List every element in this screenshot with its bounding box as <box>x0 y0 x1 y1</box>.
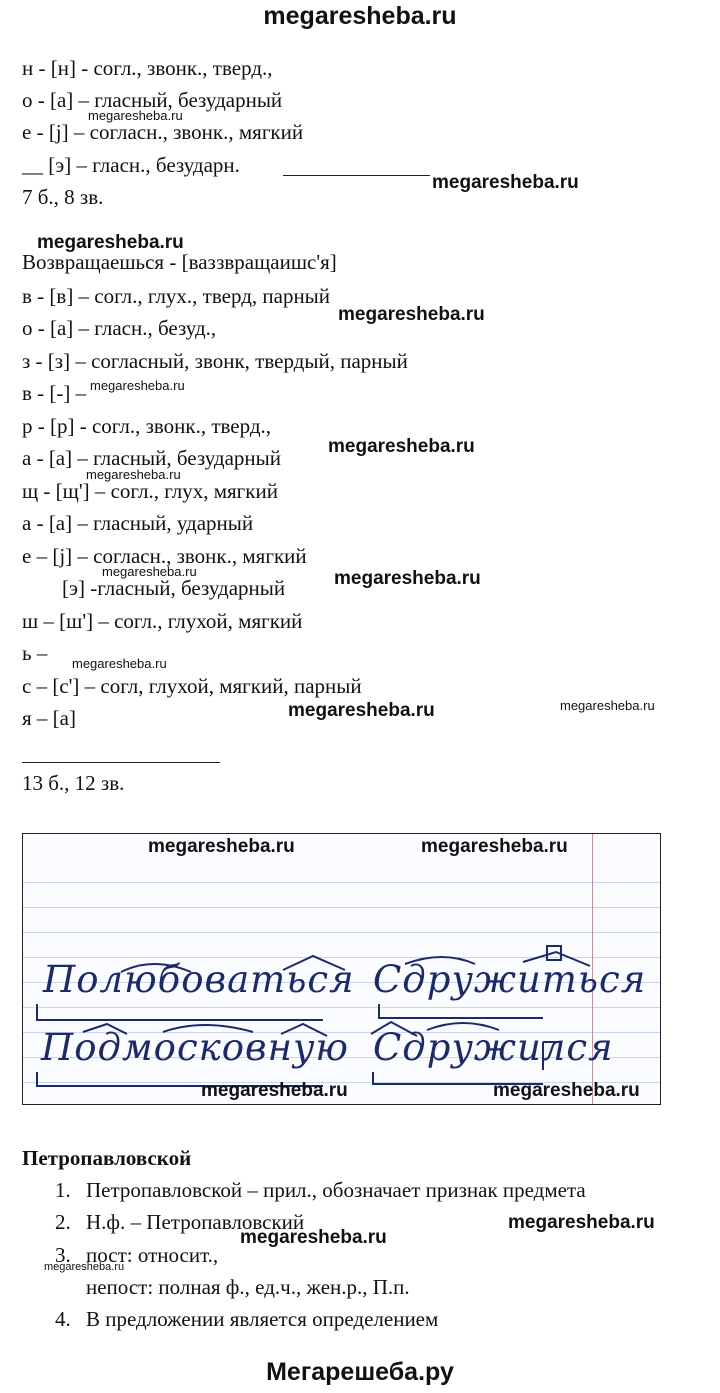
watermark-label: megaresheba.ru <box>334 568 481 589</box>
handwritten-word: Сдружился <box>373 1026 614 1069</box>
list-item-continuation: непост: полная ф., ед.ч., жен.р., П.п. <box>86 1275 410 1299</box>
list-item: пост: относит., <box>86 1243 219 1267</box>
watermark-label: megaresheba.ru <box>102 564 197 579</box>
handwritten-word: Сдружиться <box>373 958 647 1001</box>
text-line: с – [с'] – согл, глухой, мягкий, парный <box>22 674 362 698</box>
text-line: з - [з] – согласный, звонк, твердый, парный <box>22 349 408 373</box>
text-line: [э] -гласный, безударный <box>62 576 286 600</box>
watermark-label: megaresheba.ru <box>88 108 183 123</box>
text-line: о - [а] – гласн., безуд., <box>22 316 217 340</box>
list-number: 1. <box>55 1178 71 1202</box>
watermark-label: megaresheba.ru <box>493 1080 640 1101</box>
list-item: Н.ф. – Петропавловский <box>86 1210 305 1234</box>
watermark-label: megaresheba.ru <box>201 1080 348 1101</box>
text-line: __ [э] – гласн., безударн. <box>22 153 240 177</box>
text-line: а - [а] – гласный, ударный <box>22 511 254 535</box>
site-header: megaresheba.ru <box>263 2 457 30</box>
list-number: 2. <box>55 1210 71 1234</box>
text-line: о - [а] – гласный, безударный <box>22 88 283 112</box>
handwritten-word: Подмосковную <box>41 1026 349 1069</box>
text-line: щ - [щ'] – согл., глух, мягкий <box>22 479 278 503</box>
word-transcription: Возвращаешься - [ваззвращаишс'я] <box>22 250 337 274</box>
watermark-label: megaresheba.ru <box>37 232 184 253</box>
text-line: в - [в] – согл., глух., тверд, парный <box>22 284 331 308</box>
handwritten-word: Полюбоваться <box>43 958 355 1001</box>
list-item: Петропавловской – прил., обозначает признак предмета <box>86 1178 586 1202</box>
watermark-label: megaresheba.ru <box>86 467 181 482</box>
text-line: е – [j] – согласн., звонк., мягкий <box>22 544 307 568</box>
separator-rule <box>22 762 220 763</box>
watermark-label: megaresheba.ru <box>72 656 167 671</box>
watermark-label: megaresheba.ru <box>508 1212 655 1233</box>
watermark-label: megaresheba.ru <box>90 378 185 393</box>
watermark-label: megaresheba.ru <box>338 304 485 325</box>
list-number: 3. <box>55 1243 71 1267</box>
section-title: Петропавловской <box>22 1146 192 1170</box>
text-line: ь – <box>22 641 48 665</box>
watermark-label: megaresheba.ru <box>288 700 435 721</box>
underline-rule <box>283 175 430 176</box>
watermark-label: megaresheba.ru <box>328 436 475 457</box>
text-line: я – [а] <box>22 706 76 730</box>
watermark-label: megaresheba.ru <box>421 836 568 857</box>
text-line: 7 б., 8 зв. <box>22 185 104 209</box>
text-line: е - [j] – согласн., звонк., мягкий <box>22 120 304 144</box>
text-line: в - [-] – <box>22 381 87 405</box>
text-line: а - [а] – гласный, безударный <box>22 446 281 470</box>
text-line: ш – [ш'] – согл., глухой, мягкий <box>22 609 303 633</box>
watermark-label: megaresheba.ru <box>148 836 295 857</box>
watermark-label: megaresheba.ru <box>240 1227 387 1248</box>
notebook-image <box>22 833 661 1105</box>
summary-line: 13 б., 12 зв. <box>22 771 125 795</box>
watermark-label: megaresheba.ru <box>432 172 579 193</box>
watermark-label: megaresheba.ru <box>44 1261 125 1273</box>
text-line: р - [р] - согл., звонк., тверд., <box>22 414 272 438</box>
watermark-label: megaresheba.ru <box>560 698 655 713</box>
list-item: В предложении является определением <box>86 1307 439 1331</box>
site-footer: Мегарешеба.ру <box>266 1358 454 1386</box>
list-number: 4. <box>55 1307 71 1331</box>
text-line: н - [н] - согл., звонк., тверд., <box>22 56 273 80</box>
morpheme-marks <box>23 834 660 1104</box>
